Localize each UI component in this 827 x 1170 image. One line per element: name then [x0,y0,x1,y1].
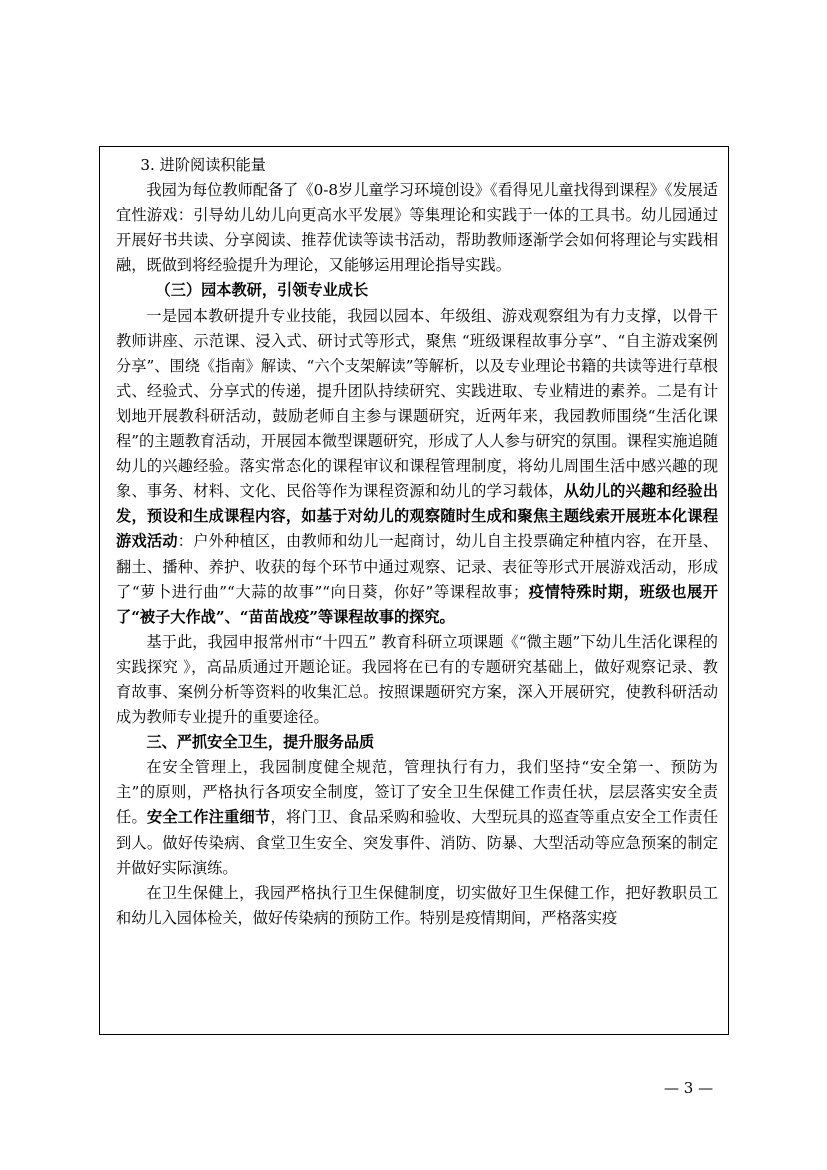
bold-text-segment: 从幼儿的兴趣和经验出发，预设和生成课程内容，如基于对幼儿的观察随时生成和聚焦主题线索开展班本化课程游戏活动 [116,482,719,551]
text-segment: ，将门卫、食品采购和验收、大型玩具的巡查等重点安全工作责任到人。做好传染病、食堂卫生安全、突发事件、消防、防暴、大型活动等应急预案的制定并做好实际演练。 [116,808,719,877]
text-segment: 3. 进阶阅读积能量 [140,156,266,174]
document-frame [99,146,729,1035]
body-paragraph [116,178,718,278]
body-paragraph [116,881,718,931]
text-segment: 在安全管理上，我园制度健全规范，管理执行有力，我们坚持“安全第一、预防为主”的原则，严格执行各项安全制度，签订了安全卫生保健工作责任状，层层落实安全责任。 [116,758,718,827]
body-paragraph [116,630,718,730]
section-heading [116,278,718,303]
section-heading [116,730,718,755]
bold-text-segment: （三）园本教研，引领专业成长 [155,281,369,300]
body-paragraph [116,304,718,630]
text-segment: ：户外种植区，由教师和幼儿一起商讨，幼儿自主投票确定种植内容，在开垦、翻土、播种、养护、收获的每个环节中通过观察、记录、表征等形式开展游戏活动，形成了“萝卜进行曲”“大蒜的故事”“向日葵，你好”等课程故事； [116,532,719,601]
text-segment: 我园为每位教师配备了《0-8岁儿童学习环境创设》《看得见儿童找得到课程》《发展适宜性游戏：引导幼儿幼儿向更高水平发展》等集理论和实践于一体的工具书。幼儿园通过开展好书共读、分享阅读、推荐优读等读书活动，帮助教师逐渐学会如何将理论与实践相融，既做到将经验提升为理论，又能够运用理论指导实践。 [116,181,718,275]
body-paragraph [116,755,718,880]
bold-text-segment: 疫情特殊时期，班级也展开了“被子大作战”、“苗苗战疫”等课程故事的探究。 [116,582,718,626]
bold-text-segment: 安全工作注重细节 [146,808,271,827]
subsection-heading [116,153,718,178]
text-segment: 在卫生保健上，我园严格执行卫生保健制度，切实做好卫生保健工作，把好教职员工和幼儿入园体检关，做好传染病的预防工作。特别是疫情期间，严格落实疫 [116,883,718,927]
text-segment: 基于此，我园申报常州市“十四五” 教育科研立项课题《“微主题”下幼儿生活化课程的实践探究 》，高品质通过开题论证。我园将在已有的专题研究基础上，做好观察记录、教育故事、案例分析等资料的收集汇总。按照课题研究方案，深入开展研究，使教科研活动成为教师专业提升的重要途径。 [116,632,718,727]
text-segment: 一是园本教研提升专业技能，我园以园本、年级组、游戏观察组为有力支撑，以骨干教师讲座、示范课、浸入式、研讨式等形式，聚焦 “班级课程故事分享”、“自主游戏案例分享”、围绕《指南》解读、“六个支架解读”等解析，以及专业理论书籍的共读等进行草根式、经验式、分享式的传递，提升团队持续研究、实践进取、专业精进的素养。二是有计划地开展教科研活动，鼓励老师自主参与课题研究，近两年来，我园教师围绕“生活化课程”的主题教育活动，开展园本微型课题研究，形成了人人参与研究的氛围。课程实施追随幼儿的兴趣经验。落实常态化的课程审议和课程管理制度，将幼儿周围生活中感兴趣的现象、事务、材料、文化、民俗等作为课程资源和幼儿的学习载体， [116,306,718,501]
bold-text-segment: 三、严抓安全卫生，提升服务品质 [146,733,375,752]
document-body [116,153,718,931]
page-number: — 3 — [664,1079,714,1097]
